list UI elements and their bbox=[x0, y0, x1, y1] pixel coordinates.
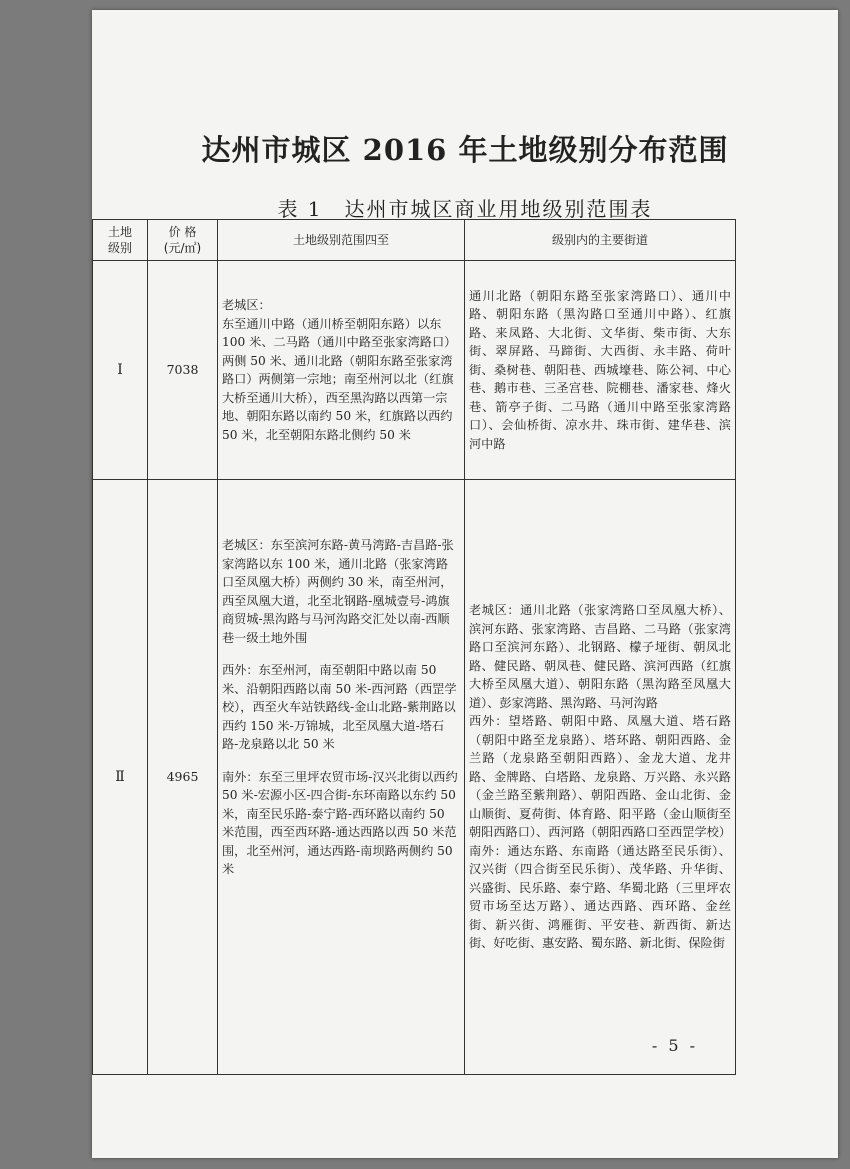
document-page bbox=[92, 10, 838, 1158]
table-row bbox=[93, 261, 736, 480]
range-paragraph: 老城区：东至滨河东路-黄马湾路-吉昌路-张家湾路以东 100 米，通川北路（张家湾路口至凤凰大桥）两侧约 30 米，南至州河，西至凤凰大道，北至北钢路-凰城壹号-鸿旗商贸城-黑沟路与马河沟路交汇处以南-西顺巷一级土地外围 bbox=[222, 538, 454, 645]
range-cell bbox=[218, 480, 465, 1075]
page-number: - 5 - bbox=[651, 1036, 698, 1055]
table-header-row bbox=[93, 220, 736, 261]
streets-cell bbox=[465, 480, 736, 1075]
range-cell bbox=[218, 261, 465, 480]
price-cell: 4965 bbox=[148, 480, 218, 1075]
table-row bbox=[93, 480, 736, 1075]
level-cell: Ⅱ bbox=[93, 480, 148, 1075]
range-paragraph: 东至通川中路（通川桥至朝阳东路）以东 100 米、二马路（通川中路至张家湾路口）两侧 50 米、通川北路（朝阳东路至张家湾路口）两侧第一宗地；南至州河以北（红旗大桥至通川大桥），西至黑沟路以西第一宗地、朝阳东路以南约 50 米，红旗路以西约 50 米，北至朝阳东路北侧约 50 米 bbox=[222, 316, 457, 442]
header-streets: 级别内的主要街道 bbox=[465, 220, 736, 261]
range-paragraph: 西外：东至州河，南至朝阳中路以南 50 米、沿朝阳西路以南 50 米-西河路（西罡学校），西至火车站铁路线-金山北路-紫荆路以西约 150 米-万锦城，北至凤凰大道-塔石路-龙泉路以北 50 米 bbox=[222, 663, 457, 751]
streets-paragraph: 老城区：通川北路（张家湾路口至凤凰大桥）、滨河东路、张家湾路、吉昌路、二马路（张家湾路口至滨河东路）、北钢路、檬子垭街、朝凤北路、健民路、朝凤巷、健民路、滨河西路（红旗大桥至凤凰大道）、朝阳东路（黑沟路至凤凰大道）、彭家湾路、黑沟路、马河沟路 bbox=[469, 603, 731, 710]
streets-paragraph: 南外：通达东路、东南路（通达路至民乐街）、汉兴街（四合街至民乐街）、茂华路、升华街、兴盛街、民乐路、泰宁路、华蜀北路（三里坪农贸市场至达万路）、通达西路、西环路、金丝街、新兴街、鸿雁街、平安巷、新西街、新达街、好吃街、惠安路、蜀东路、新北街、保险街 bbox=[469, 843, 731, 951]
streets-paragraph: 通川北路（朝阳东路至张家湾路口）、通川中路、朝阳东路（黑沟路口至通川中路）、红旗路、来凤路、大北街、文华街、柴市街、大东街、翠屏路、马蹄街、大西街、永丰路、荷叶街、桑树巷、朝阳巷、西城壕巷、陈公祠、中心巷、鹅市巷、三圣宫巷、院棚巷、潘家巷、烽火巷、箭亭子街、二马路（通川中路至张家湾路口）、会仙桥街、凉水井、珠市街、建华巷、滨河中路 bbox=[469, 288, 731, 451]
price-cell: 7038 bbox=[148, 261, 218, 480]
header-price: 价 格 (元/㎡) bbox=[148, 220, 218, 261]
range-paragraph: 老城区： bbox=[222, 298, 271, 312]
streets-cell bbox=[465, 261, 736, 480]
header-level: 土地 级别 bbox=[93, 220, 148, 261]
range-paragraph: 南外：东至三里坪农贸市场-汉兴北街以西约 50 米-宏源小区-四合街-东环南路以东约 50 米，南至民乐路-泰宁路-西环路以南约 50 米范围，西至西环路-通达西路以西 50 米范围，北至州河，通达西路-南坝路两侧约 50 米 bbox=[222, 769, 458, 876]
streets-paragraph: 西外：望塔路、朝阳中路、凤凰大道、塔石路（朝阳中路至龙泉路）、塔环路、朝阳西路、金兰路（龙泉路至朝阳西路）、金龙大道、龙井路、金牌路、白塔路、龙泉路、万兴路、永兴路（金兰路至紫荆路）、朝阳西路、金山北街、金山顺街、夏荷街、体育路、阳平路（金山顺街至朝阳西路口）、西河路（朝阳西路口至西罡学校） bbox=[469, 714, 732, 840]
land-level-table bbox=[92, 219, 736, 1075]
table-caption: 表 1 达州市城区商业用地级别范围表 bbox=[277, 197, 653, 221]
document-title: 达州市城区 2016 年土地级别分布范围 bbox=[201, 133, 729, 167]
level-cell: Ⅰ bbox=[93, 261, 148, 480]
header-range: 土地级别范围四至 bbox=[218, 220, 465, 261]
